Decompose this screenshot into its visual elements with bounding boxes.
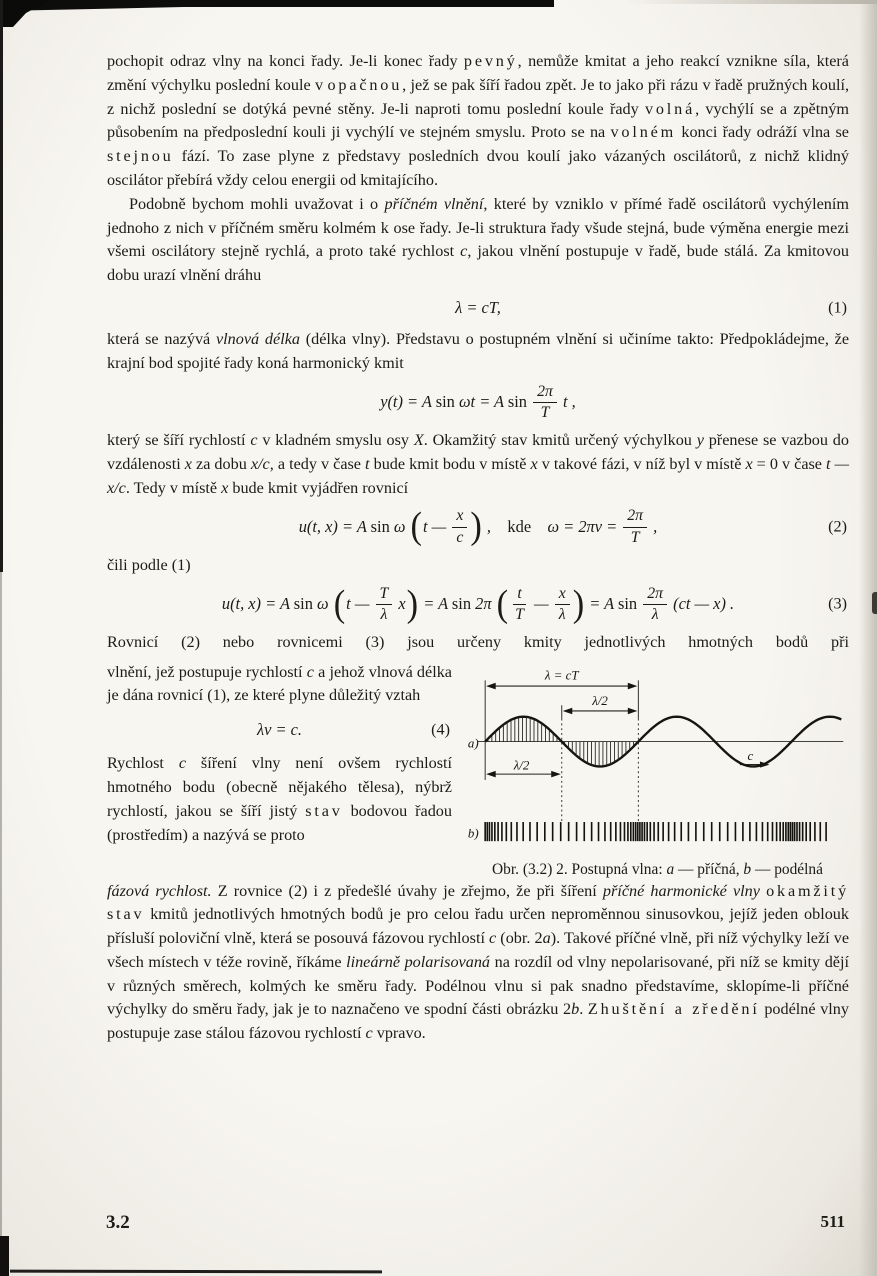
text-run: vlnová délka <box>216 329 300 348</box>
arrowhead <box>628 682 638 689</box>
equation-run: ω = 2πν = <box>547 517 622 537</box>
text-run: (obr. 2 <box>496 929 543 948</box>
equation-run: 2π <box>475 594 496 614</box>
text-run: šíření vlny není ovšem rychlostí hmotného bodu (obecně nějakého tělesa), nýbrž rychlostí, jakou se šíří jistý <box>107 754 452 820</box>
label-trace-b: b) <box>467 825 479 841</box>
text-run: Z rovnice (2) i z předešlé úvahy je zřejmo, že při šíření <box>211 881 603 900</box>
label-half-wavelength-top: λ/2 <box>592 692 608 708</box>
figure-side-text-column <box>107 661 452 880</box>
text-run: c <box>365 1024 373 1043</box>
equation-run: t — <box>423 517 451 537</box>
text-run: x <box>530 454 538 473</box>
figure-wave-diagram <box>466 665 849 849</box>
figure-section <box>107 661 849 880</box>
text-run: bude kmit vyjádřen rovnicí <box>228 478 409 497</box>
scan-artifact-bottom-line <box>10 1270 382 1274</box>
text-run: Podobně bychom mohli uvažovat i o <box>129 194 385 213</box>
text-run: konci řady odráží vlna se <box>676 123 849 142</box>
paragraph-transverse-wave <box>107 193 849 288</box>
text-run: (délka vlny). Představu o postupném vlnění si učiníme takto: Předpokládejme, že krajní bod spojité řady koná harmonický kmit <box>107 329 850 372</box>
equation-run: , <box>482 517 492 537</box>
text-run: v takové fázi, v níž byl v místě <box>537 454 746 473</box>
longitudinal-wave-ticks <box>485 822 826 841</box>
equation-3-body <box>221 582 735 625</box>
equation-run: λ = cT, <box>455 297 501 317</box>
equation-run: — <box>529 594 553 614</box>
text-run: lineárně polarisovaná <box>346 952 491 971</box>
equation-run: t , <box>558 392 576 412</box>
fraction: $\frac{t}{T}$ <box>515 584 524 624</box>
equation-run: = A <box>585 594 618 614</box>
text-run: , jež se pak šíří řadou zpět. Je to jako při rázu v řadě pružných koulí, z nichž poslední se dotýká pevné stěny. Je-li naproti tomu poslední koule řady <box>107 75 849 118</box>
text-run: bodovou řadou (prostředím) a nazývá se proto <box>107 801 452 844</box>
text-run: v kladném smyslu osy <box>257 430 414 449</box>
fraction: $\frac{x}{c}$ <box>452 507 467 546</box>
arrowhead <box>551 771 561 778</box>
equation-run: ω <box>317 594 333 614</box>
text-run: čili podle (1) <box>107 555 191 574</box>
text-run: , a tedy v čase <box>269 454 366 473</box>
paragraph-kmity-intro <box>107 631 849 655</box>
arrowhead <box>486 771 496 778</box>
equation-1-number: (1) <box>828 298 847 317</box>
text-run: fází. To zase plyne z představy posledních dvou koulí jako vázaných oscilátorů, z nichž klidný oscilátor přebírá vždy celou energii od kmitajícího. <box>107 147 849 189</box>
text-block <box>107 50 849 1046</box>
text-run: pochopit odraz vlny na konci řady. Je-li konec řady <box>107 52 464 70</box>
text-run: vpravo. <box>372 1024 426 1043</box>
text-run: X <box>413 430 424 449</box>
paragraph-wavelength-definition <box>107 328 849 376</box>
scan-artifact-left-edge-faint <box>0 572 2 1276</box>
text-run: Rovnicí (2) nebo rovnicemi (3) jsou určeny kmity jednotlivých hmotných bodů při <box>107 632 849 651</box>
text-run: x <box>745 454 753 473</box>
fraction: $\frac{2\pi}{T}$ <box>533 383 557 422</box>
fraction: $\frac{2\pi}{T}$ <box>623 507 647 546</box>
text-run: podélné vlny postupuje zase stálou fázovou rychlostí <box>107 1000 849 1043</box>
text-run: t <box>365 454 370 473</box>
equation-2-body <box>299 507 658 546</box>
text-run: b <box>743 860 752 878</box>
equation-3 <box>107 582 849 625</box>
equation-run: λν = c. <box>256 720 302 740</box>
text-run: — podélná <box>751 860 823 878</box>
text-run: příčné harmonické vlny <box>602 881 760 900</box>
section-number: 3.2 <box>106 1212 130 1233</box>
text-run: volném <box>610 123 677 142</box>
paragraph-cili <box>107 554 849 578</box>
text-run: vlnění, jež postupuje rychlostí <box>107 662 307 681</box>
big-parenthesis: ( <box>333 582 346 625</box>
text-run: , jakou vlnění postupuje v řadě, bude stálá. Za kmitovou dobu urazí vlnění dráhu <box>107 242 849 285</box>
equation-4 <box>107 717 452 743</box>
text-run: volná <box>644 99 696 118</box>
text-run: a <box>666 860 675 878</box>
text-run: fázová rychlost. <box>107 881 212 900</box>
text-run: x/c <box>250 454 270 473</box>
equation-3-number: (3) <box>828 594 847 613</box>
equation-run: sin <box>507 392 532 412</box>
text-run: , nemůže kmitat a jeho reakcí vznikne síla, která změní výchylku poslední koule v <box>107 52 849 94</box>
equation-4-number: (4) <box>431 720 450 739</box>
text-run: který se šíří rychlostí <box>107 430 251 449</box>
equation-run: sin <box>435 392 459 412</box>
equation-run: y(t) = A <box>380 392 436 412</box>
text-run: c <box>250 430 258 449</box>
fraction: $\frac{2\pi}{\lambda}$ <box>643 585 667 624</box>
text-run: a jehož vlnová délka je dána rovnicí (1), ze které plyne důležitý vztah <box>107 662 452 705</box>
label-wavelength: λ = cT <box>544 667 579 683</box>
big-parenthesis: ) <box>470 505 482 548</box>
equation-harmonic <box>107 383 849 422</box>
big-parenthesis: ( <box>410 505 423 548</box>
text-run: c <box>306 662 314 681</box>
big-parenthesis: ) <box>406 582 419 625</box>
big-parenthesis: ( <box>496 582 509 625</box>
equation-2 <box>107 507 849 546</box>
equation-1 <box>107 295 849 321</box>
text-run: stav <box>305 801 343 820</box>
equation-2-number: (2) <box>828 517 847 536</box>
text-run: Rychlost <box>107 754 179 773</box>
text-run: x <box>184 454 192 473</box>
equation-run: = A <box>419 594 452 614</box>
equation-harmonic-body <box>380 383 576 422</box>
text-run: t — x/c <box>107 454 849 497</box>
text-run: příčném vlnění <box>384 194 484 213</box>
text-run: za dobu <box>191 454 251 473</box>
equation-run: u(t, x) = A <box>298 517 371 537</box>
text-run: která se nazývá <box>107 329 216 348</box>
text-run: , které by vzniklo v přímé řadě oscilátorů vychýlením jednoho z nich v příčném směru kolmém k ose řady. Je-li struktura řady všude stejná, bude výměna energie mezi všemi oscilátory stejně rychlá, a proto také rychlost <box>107 194 849 261</box>
scan-artifact-top-right-edge <box>627 0 877 4</box>
equation-run: (ct — x) . <box>669 594 735 614</box>
equation-run: x <box>394 594 406 614</box>
fraction: $\frac{T}{\lambda}$ <box>376 585 393 624</box>
equation-run: ω <box>393 517 410 537</box>
text-run: , vychýlí se a zpětným působením na předposlední kouli ji vychýlí ve stejném smyslu. Proto se na <box>107 99 850 142</box>
paragraph-phase-velocity <box>107 880 849 1047</box>
label-velocity: c <box>747 747 754 763</box>
text-run: . Tedy v místě <box>125 478 222 497</box>
arrowhead <box>628 707 638 714</box>
arrowhead <box>486 682 496 689</box>
label-trace-a: a) <box>467 735 479 751</box>
big-parenthesis: ) <box>572 582 585 625</box>
scan-artifact-right-mark <box>872 592 877 614</box>
equation-run: ωt = A <box>458 392 508 412</box>
equation-run: sin <box>451 594 476 614</box>
equation-4-body <box>257 720 302 740</box>
paragraph-phase-speed-intro <box>107 752 452 847</box>
fraction: $\frac{x}{\lambda}$ <box>555 585 570 624</box>
text-run: Obr. (3.2) 2. Postupná vlna: <box>492 860 667 878</box>
label-half-wavelength-bottom: λ/2 <box>513 757 530 773</box>
text-run: Zhuštění a zředění <box>587 1000 760 1019</box>
text-run: c <box>489 929 497 948</box>
text-run: kmitů jednotlivých hmotných bodů je pro celou řadu určen neproměnnou sinusovkou, jejíž jeden oblouk přísluší poloviční vlně, která se posouvá fázovou rychlostí <box>107 905 849 948</box>
text-run: okamžitý <box>766 881 850 900</box>
text-run: x <box>221 478 229 497</box>
text-run: c <box>178 754 186 773</box>
text-run: — příčná, <box>674 860 744 878</box>
text-run: na rozdíl od vlny nepolarisované, při níž se kmity dějí v různých směrech, kolmých ke směru řady. Podélnou vlnu si pak snadno představíme, sklopíme-li příčné výchylky do směru řady, jak je to naznačeno ve spodní části obrázku 2 <box>107 952 849 1019</box>
equation-1-body <box>455 298 501 318</box>
figure-container <box>452 661 849 880</box>
equation-run: sin <box>370 517 394 537</box>
text-run: b <box>571 1000 580 1019</box>
scan-artifact-right-shade <box>859 0 877 1276</box>
equation-run: kde <box>491 517 548 537</box>
text-run: stejnou <box>107 147 174 166</box>
arrowhead <box>563 707 573 714</box>
equation-run: sin <box>293 594 318 614</box>
equation-run: , <box>649 517 658 537</box>
paragraph-kmity-continued <box>107 661 452 709</box>
paragraph-propagation <box>107 429 849 500</box>
equation-run: u(t, x) = A <box>221 594 294 614</box>
equation-run: sin <box>617 594 642 614</box>
page-number: 511 <box>820 1212 845 1231</box>
figure-caption <box>466 859 849 880</box>
text-run: stav <box>107 905 145 924</box>
text-run: pevný <box>463 52 518 70</box>
text-run: . Okamžitý stav kmitů určený výchylkou <box>423 430 697 449</box>
text-run: bude kmit bodu v místě <box>369 454 531 473</box>
text-run: y <box>696 430 704 449</box>
text-run: a <box>542 929 551 948</box>
text-run: přenese se vazbou do vzdálenosti <box>107 430 849 473</box>
text-run: ). Takové příčné vlně, při níž výchylky leží ve všech místech v téže rovině, říkáme <box>107 929 850 971</box>
scan-artifact-left-edge <box>0 0 3 572</box>
equation-run: t — <box>346 594 374 614</box>
text-run: . <box>579 1000 588 1019</box>
text-run: = 0 v čase <box>752 454 827 473</box>
scan-artifact-corner-bottom-left <box>0 1236 9 1276</box>
text-run: c <box>460 242 468 261</box>
text-run: opačnou <box>327 75 403 94</box>
paragraph-wave-reflection <box>107 50 849 193</box>
